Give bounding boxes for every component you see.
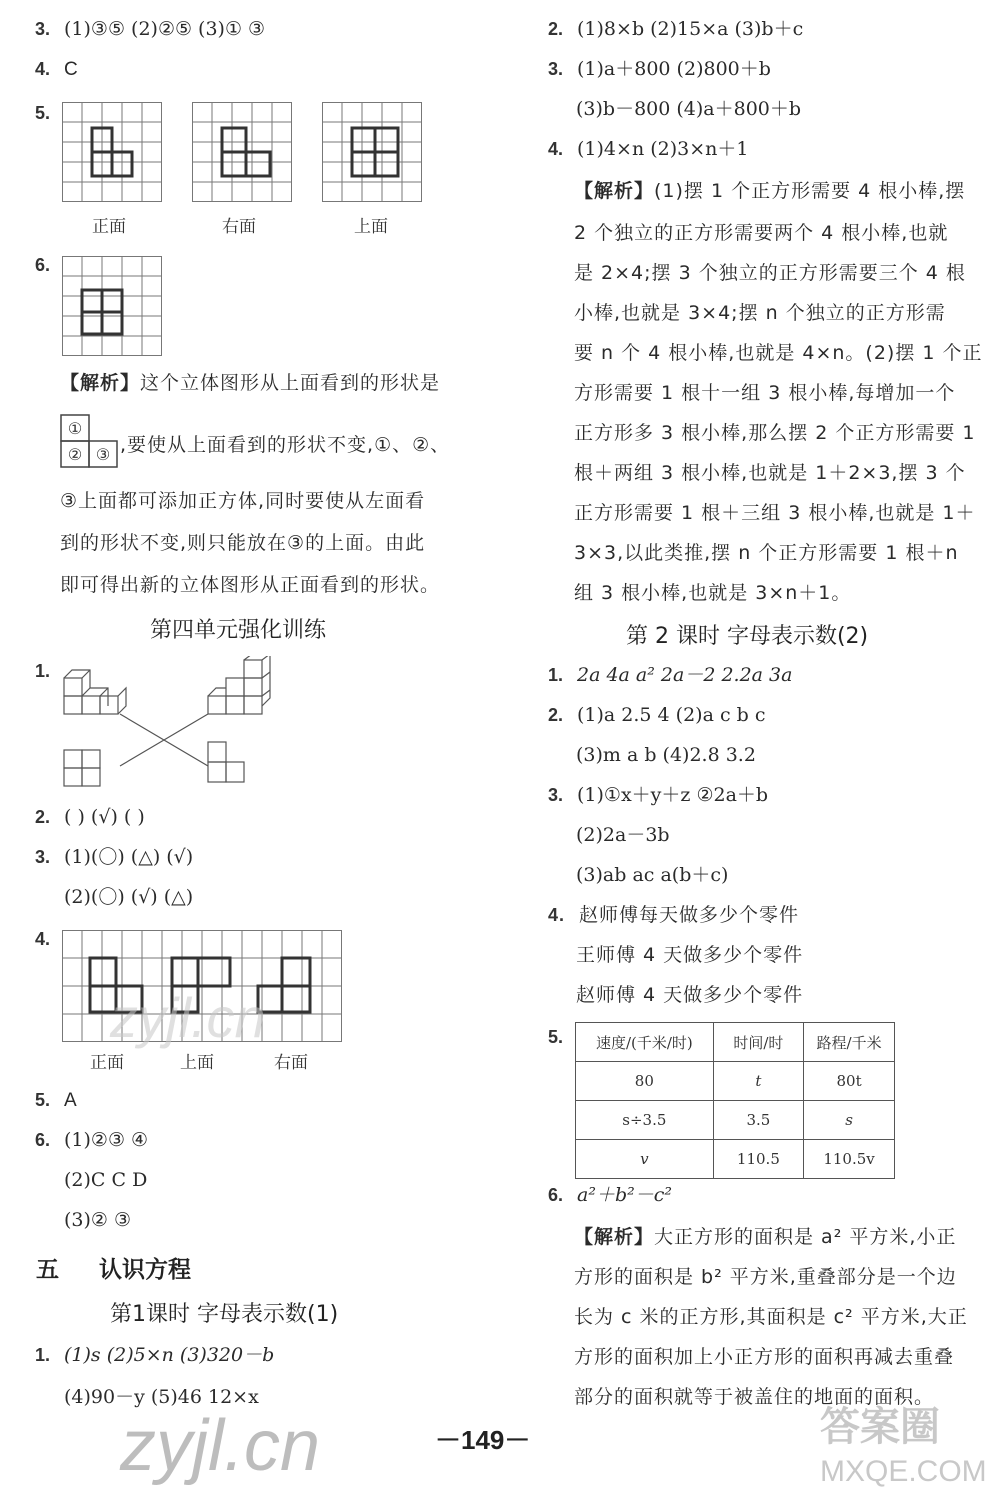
- table-cell: 80: [576, 1062, 714, 1101]
- r6: 6. a²＋b²－c²: [548, 1184, 672, 1206]
- jiexi2-line3: 小棒,也就是 3×4;摆 n 个独立的正方形需: [574, 302, 946, 324]
- left-q4: 4. C: [35, 59, 78, 80]
- table-cell: 3.5: [713, 1101, 803, 1140]
- l1-line1: 1. (1)s (2)5×n (3)320－b: [35, 1344, 275, 1366]
- r1: 1. 2a 4a a² 2a－2 2.2a 3a: [548, 664, 793, 686]
- jiexi2-line10: 组 3 根小棒,也就是 3×n＋1。: [574, 582, 852, 604]
- q5-top-view-grid: [322, 102, 422, 202]
- jiexi3-line0: 【解析】大正方形的面积是 a² 平方米,小正: [574, 1226, 957, 1248]
- right-q3-line2: (3)b－800 (4)a＋800＋b: [576, 98, 802, 120]
- table-cell: 110.5v: [804, 1140, 895, 1179]
- right-q3-line1: 3. (1)a＋800 (2)800＋b: [548, 58, 771, 80]
- jiexi2-line8: 正方形需要 1 根＋三组 3 根小棒,也就是 1＋: [574, 502, 976, 524]
- q5-label-front: 正面: [92, 217, 126, 237]
- u1-matching-diagram: [60, 656, 280, 788]
- jiexi1-line2: ,要使从上面看到的形状不变,①、②、: [120, 434, 451, 456]
- table-row: [576, 1062, 895, 1101]
- table-header: 速度/(千米/时): [576, 1023, 714, 1062]
- q5-label-top: 上面: [354, 217, 388, 237]
- jiexi1-line3: ③上面都可添加正方体,同时要使从左面看: [60, 490, 426, 512]
- jiexi1-cell-3: ③: [95, 445, 111, 464]
- table-cell: t: [713, 1062, 803, 1101]
- left-q6-num: 6.: [35, 255, 51, 275]
- r5-num: 5.: [548, 1027, 564, 1047]
- jiexi1-top-view-diagram: [60, 414, 118, 468]
- jiexi1-line4: 到的形状不变,则只能放在③的上面。由此: [60, 532, 426, 554]
- jiexi1-cell-2: ②: [67, 445, 83, 464]
- jiexi3-line4: 部分的面积就等于被盖住的地面的面积。: [574, 1386, 935, 1408]
- l1-line2: (4)90－y (5)46 12×x: [64, 1386, 259, 1408]
- u4-num: 4.: [35, 929, 51, 949]
- left-q5-num: 5.: [35, 103, 51, 123]
- r4-line2: 王师傅 4 天做多少个零件: [576, 944, 804, 966]
- jiexi2-line2: 是 2×4;摆 3 个独立的正方形需要三个 4 根: [574, 262, 966, 284]
- table-header: 时间/时: [713, 1023, 803, 1062]
- unit4-title: 第四单元强化训练: [150, 618, 327, 643]
- table-header-row: [576, 1023, 895, 1062]
- lesson2-title: 第 2 课时 字母表示数(2): [626, 624, 869, 649]
- watermark-corner: MXQE.COM: [820, 1455, 987, 1488]
- table-cell: 110.5: [713, 1140, 803, 1179]
- page-number: －149－: [435, 1425, 531, 1455]
- r3-line1: 3. (1)①x＋y＋z ②2a＋b: [548, 784, 769, 806]
- table-row: [576, 1140, 895, 1179]
- u4-label-right: 右面: [274, 1053, 308, 1073]
- jiexi2-line0: 【解析】(1)摆 1 个正方形需要 4 根小棒,摆: [574, 180, 966, 202]
- lesson1-title: 第1课时 字母表示数(1): [110, 1302, 339, 1327]
- jiexi2-line6: 正方形多 3 根小棒,那么摆 2 个正方形需要 1: [574, 422, 976, 444]
- table-cell: s÷3.5: [576, 1101, 714, 1140]
- jiexi3-line3: 方形的面积加上小正方形的面积再减去重叠: [574, 1346, 955, 1368]
- q6-grid: [62, 256, 162, 356]
- u1-num: 1.: [35, 661, 51, 681]
- r2-line2: (3)m a b (4)2.8 3.2: [576, 744, 756, 766]
- u6-line3: (3)② ③: [64, 1209, 132, 1231]
- table-cell: v: [576, 1140, 714, 1179]
- u6-line1: 6. (1)②③ ④: [35, 1129, 149, 1151]
- jiexi2-line5: 方形需要 1 根十一组 3 根小棒,每增加一个: [574, 382, 956, 404]
- watermark-corner-cn: 答案圈: [820, 1405, 940, 1449]
- table-cell: 80t: [804, 1062, 895, 1101]
- jiexi1-line1: 【解析】这个立体图形从上面看到的形状是: [60, 372, 441, 394]
- left-q3: 3. (1)③⑤ (2)②⑤ (3)① ③: [35, 18, 266, 40]
- jiexi2-line1: 2 个独立的正方形需要两个 4 根小棒,也就: [574, 222, 949, 244]
- jiexi2-line4: 要 n 个 4 根小棒,也就是 4×n。(2)摆 1 个正: [574, 342, 983, 364]
- watermark-bottom: zyjl.cn: [120, 1406, 321, 1486]
- u3-line1: 3. (1)(〇) (△) (√): [35, 846, 194, 868]
- r2-line1: 2. (1)a 2.5 4 (2)a c b c: [548, 704, 766, 726]
- q5-label-right: 右面: [222, 217, 256, 237]
- jiexi3-line2: 长为 c 米的正方形,其面积是 c² 平方米,大正: [574, 1306, 968, 1328]
- jiexi1-cell-1: ①: [67, 419, 83, 438]
- watermark-mid: zyjl.cn: [110, 986, 266, 1049]
- table-header: 路程/千米: [804, 1023, 895, 1062]
- table-row: [576, 1101, 895, 1140]
- u5: 5. A: [35, 1090, 77, 1111]
- jiexi3-line1: 方形的面积是 b² 平方米,重叠部分是一个边: [574, 1266, 957, 1288]
- chapter5-heading: 五 认识方程: [36, 1257, 191, 1283]
- u2: 2. ( ) (√) ( ): [35, 806, 145, 828]
- jiexi1-line5: 即可得出新的立体图形从正面看到的形状。: [60, 574, 441, 596]
- u6-line2: (2)C C D: [64, 1169, 148, 1191]
- speed-time-distance-table: [575, 1022, 895, 1179]
- q5-right-view-grid: [192, 102, 292, 202]
- r4-line1: 4. 赵师傅每天做多少个零件: [548, 904, 800, 926]
- u3-line2: (2)(〇) (√) (△): [64, 886, 194, 908]
- r4-line3: 赵师傅 4 天做多少个零件: [576, 984, 804, 1006]
- right-q4: 4. (1)4×n (2)3×n＋1: [548, 138, 749, 160]
- jiexi2-line9: 3×3,以此类推,摆 n 个正方形需要 1 根＋n: [574, 542, 959, 564]
- right-q2: 2. (1)8×b (2)15×a (3)b＋c: [548, 18, 804, 40]
- table-cell: s: [804, 1101, 895, 1140]
- q5-front-view-grid: [62, 102, 162, 202]
- r3-line3: (3)ab ac a(b＋c): [576, 864, 729, 886]
- u4-label-top: 上面: [180, 1053, 214, 1073]
- jiexi2-line7: 根＋两组 3 根小棒,也就是 1＋2×3,摆 3 个: [574, 462, 966, 484]
- r3-line2: (2)2a－3b: [576, 824, 670, 846]
- u4-label-front: 正面: [90, 1053, 124, 1073]
